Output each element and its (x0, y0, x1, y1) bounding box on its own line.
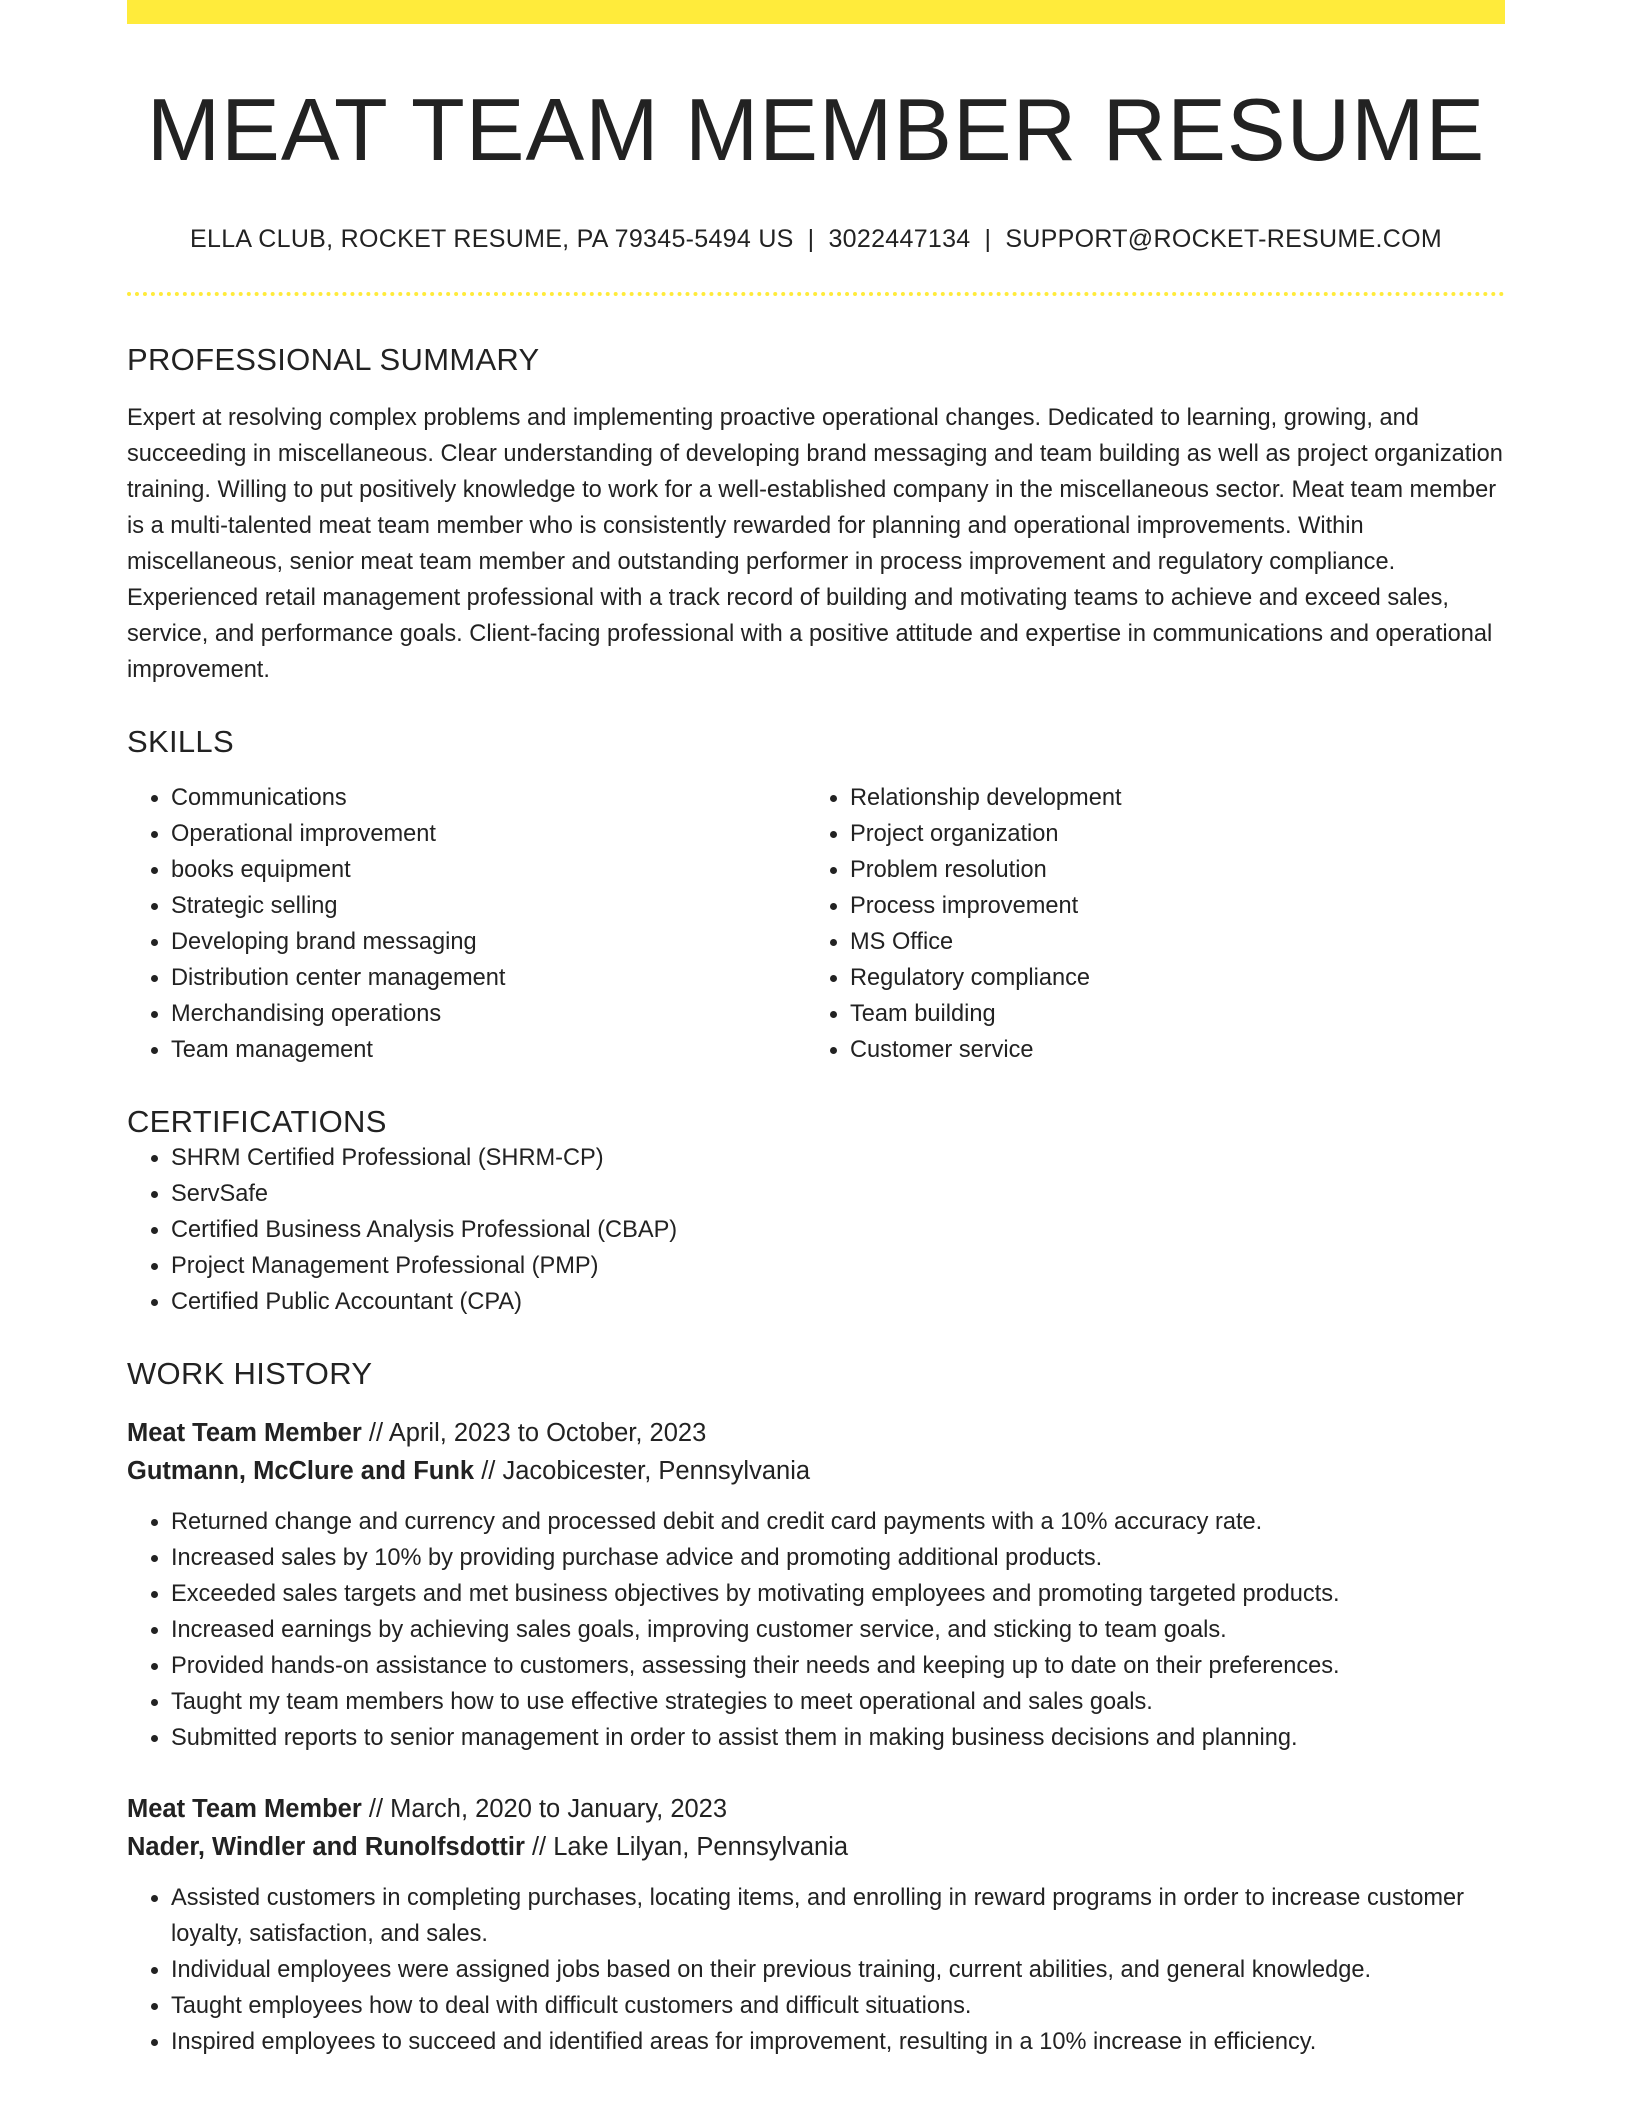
skills-column-right (806, 780, 1485, 1068)
skill-item: • Distribution center management (171, 960, 806, 996)
contact-address: ELLA CLUB, ROCKET RESUME, PA 79345-5494 US (190, 224, 794, 253)
job-entry (127, 1790, 1505, 2060)
skills-heading: SKILLS (127, 723, 234, 759)
job-bullet: • Inspired employees to succeed and identified areas for improvement, resulting in a 10% increase in efficiency. (171, 2024, 1505, 2060)
skill-item: • Strategic selling (171, 888, 806, 924)
resume-title: MEAT TEAM MEMBER RESUME (146, 80, 1486, 179)
skill-item: • Customer service (850, 1032, 1485, 1068)
contact-separator: | (807, 224, 815, 253)
skill-item: • Team building (850, 996, 1485, 1032)
job-divider: // (531, 1832, 547, 1861)
job-bullet: • Submitted reports to senior management in order to assist them in making business decisions and planning. (171, 1720, 1505, 1756)
job-location: Lake Lilyan, Pennsylvania (553, 1832, 849, 1861)
summary-heading: PROFESSIONAL SUMMARY (127, 341, 540, 377)
job-role: Meat Team Member (127, 1418, 362, 1447)
certifications-list (127, 1140, 1505, 1320)
job-bullet: • Taught my team members how to use effective strategies to meet operational and sales goals. (171, 1684, 1505, 1720)
work-history-heading: WORK HISTORY (127, 1355, 373, 1391)
job-role: Meat Team Member (127, 1794, 362, 1823)
job-divider: // (481, 1456, 496, 1485)
certification-item: • SHRM Certified Professional (SHRM-CP) (171, 1140, 1505, 1176)
job-bullets (127, 1504, 1505, 1756)
skill-item: • Project organization (850, 816, 1485, 852)
job-bullet: • Returned change and currency and processed debit and credit card payments with a 10% accuracy rate. (171, 1504, 1505, 1540)
certification-item: • Project Management Professional (PMP) (171, 1248, 1505, 1284)
job-title-line (127, 1414, 1505, 1452)
job-company: Nader, Windler and Runolfsdottir (127, 1832, 525, 1861)
job-divider: // (368, 1794, 384, 1823)
header-divider (127, 292, 1505, 296)
job-bullet: • Increased earnings by achieving sales goals, improving customer service, and sticking to team goals. (171, 1612, 1505, 1648)
skills-column-left (127, 780, 806, 1068)
job-bullet: • Increased sales by 10% by providing purchase advice and promoting additional products. (171, 1540, 1505, 1576)
skill-item: • Developing brand messaging (171, 924, 806, 960)
summary-text: Expert at resolving complex problems and implementing proactive operational changes. Dedicated to learning, growing, and succeeding in miscellaneous. Clear understanding of developing brand messaging and team building as well as project organization training. Willing to put positively knowledge to work for a well-established company in the miscellaneous sector. Meat team member is a multi-talented meat team member who is consistently rewarded for planning and operational improvements. Within miscellaneous, senior meat team member and outstanding performer in process improvement and regulatory compliance. Experienced retail management professional with a track record of building and motivating teams to achieve and exceed sales, service, and performance goals. Client-facing professional with a positive attitude and expertise in communications and operational improvement. (127, 404, 1503, 683)
contact-phone: 3022447134 (828, 224, 971, 253)
skill-item: • Problem resolution (850, 852, 1485, 888)
job-dates: April, 2023 to October, 2023 (388, 1418, 707, 1447)
skill-item: • Process improvement (850, 888, 1485, 924)
job-title-line (127, 1790, 1505, 1828)
skill-item: • MS Office (850, 924, 1485, 960)
skills-list (127, 780, 1505, 1068)
job-bullet: • Exceeded sales targets and met business objectives by motivating employees and promoting targeted products. (171, 1576, 1505, 1612)
skill-item: • Regulatory compliance (850, 960, 1485, 996)
skill-item: • Relationship development (850, 780, 1485, 816)
contact-line (127, 225, 1505, 254)
skill-item: • Communications (171, 780, 806, 816)
job-bullet: • Individual employees were assigned jobs based on their previous training, current abilities, and general knowledge. (171, 1952, 1505, 1988)
job-bullet: • Provided hands-on assistance to customers, assessing their needs and keeping up to date on their preferences. (171, 1648, 1505, 1684)
skill-item: • Merchandising operations (171, 996, 806, 1032)
job-location: Jacobicester, Pennsylvania (502, 1456, 811, 1485)
contact-email: SUPPORT@ROCKET-RESUME.COM (1005, 224, 1442, 253)
job-company: Gutmann, McClure and Funk (127, 1456, 475, 1485)
resume-page (127, 0, 1505, 2060)
contact-separator: | (984, 224, 992, 253)
job-divider: // (368, 1418, 384, 1447)
job-company-line (127, 1452, 1505, 1490)
certification-item: • Certified Business Analysis Professional (CBAP) (171, 1212, 1505, 1248)
job-bullet: • Assisted customers in completing purchases, locating items, and enrolling in reward programs in order to increase customer loyalty, satisfaction, and sales. (171, 1880, 1505, 1952)
certifications-heading: CERTIFICATIONS (127, 1103, 387, 1139)
certification-item: • ServSafe (171, 1176, 1505, 1212)
job-entry (127, 1414, 1505, 1756)
skill-item: • books equipment (171, 852, 806, 888)
top-accent-bar (127, 0, 1505, 24)
job-company-line (127, 1828, 1505, 1866)
certification-item: • Certified Public Accountant (CPA) (171, 1284, 1505, 1320)
skill-item: • Team management (171, 1032, 806, 1068)
skill-item: • Operational improvement (171, 816, 806, 852)
job-bullets (127, 1880, 1505, 2060)
job-bullet: • Taught employees how to deal with difficult customers and difficult situations. (171, 1988, 1505, 2024)
job-dates: March, 2020 to January, 2023 (390, 1794, 728, 1823)
